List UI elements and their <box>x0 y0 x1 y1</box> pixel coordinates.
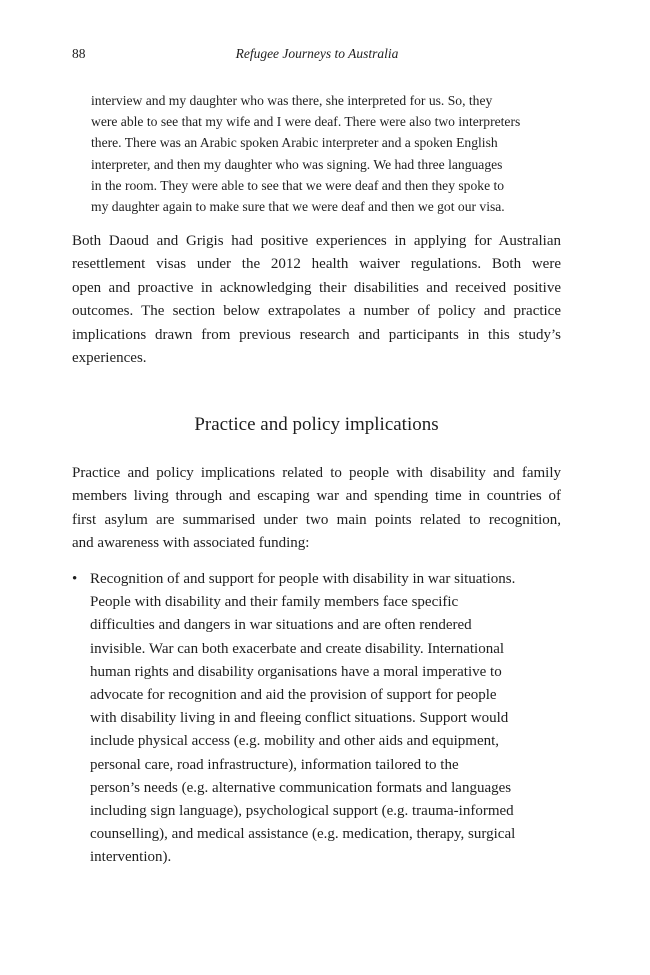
paragraph-line: members living through and escaping war and spending time in countries of <box>72 488 561 505</box>
bullet-line: advocate for recognition and aid the provision of support for people <box>90 687 497 704</box>
body-paragraph-2 <box>72 462 561 556</box>
bullet-line: People with disability and their family members face specific <box>90 594 459 611</box>
paragraph-line: outcomes. The section below extrapolates a number of policy and practice <box>72 303 561 320</box>
paragraph-line: Practice and policy implications related to people with disability and family <box>72 465 561 481</box>
bullet-line: difficulties and dangers in war situations and are often rendered <box>90 617 472 634</box>
bullet-line: including sign language), psychological support (e.g. trauma-informed <box>90 803 514 820</box>
paragraph-line: experiences. <box>72 350 147 367</box>
bullet-line: counselling), and medical assistance (e.g. medication, therapy, surgical <box>90 826 516 843</box>
bullet-line: include physical access (e.g. mobility and other aids and equipment, <box>90 733 500 750</box>
paragraph-line: Both Daoud and Grigis had positive experiences in applying for Australian <box>72 233 561 249</box>
bullet-line: Recognition of and support for people with disability in war situations. <box>90 571 516 587</box>
page-header <box>72 46 562 66</box>
quote-line: my daughter again to make sure that we were deaf and then we got our visa. <box>91 199 505 215</box>
paragraph-line: and awareness with associated funding: <box>72 535 310 552</box>
bullet-line: with disability living in and fleeing conflict situations. Support would <box>90 710 509 727</box>
quote-line: in the room. They were able to see that we were deaf and then they spoke to <box>91 177 505 193</box>
paragraph-line: open and proactive in acknowledging their disabilities and received positive <box>72 279 561 296</box>
bullet-list <box>72 568 561 870</box>
bullet-line: invisible. War can both exacerbate and create disability. International <box>90 640 505 657</box>
bullet-line: intervention). <box>90 849 172 866</box>
section-heading: Practice and policy implications <box>194 414 439 435</box>
quote-line: interview and my daughter who was there, she interpreted for us. So, they <box>91 93 493 108</box>
page-number: 88 <box>72 46 86 61</box>
running-head: Refugee Journeys to Australia <box>235 46 399 61</box>
paragraph-line: implications drawn from previous research and participants in this study’s <box>72 326 561 343</box>
bullet-line: human rights and disability organisations have a moral imperative to <box>90 663 502 680</box>
bullet-icon: • <box>72 571 78 587</box>
paragraph-line: resettlement visas under the 2012 health waiver regulations. Both were <box>72 256 561 273</box>
quote-line: there. There was an Arabic spoken Arabic interpreter and a spoken English <box>91 135 498 151</box>
quote-line: interpreter, and then my daughter who was signing. We had three languages <box>91 156 503 172</box>
bullet-text <box>90 568 561 870</box>
bullet-line: personal care, road infrastructure), information tailored to the <box>90 756 459 773</box>
body-paragraph-1 <box>72 230 561 370</box>
bullet-line: person’s needs (e.g. alternative communication formats and languages <box>90 779 512 796</box>
quote-line: were able to see that my wife and I were deaf. There were also two interpreters <box>91 114 521 130</box>
list-item <box>72 568 561 870</box>
paragraph-line: first asylum are summarised under two main points related to recognition, <box>72 511 561 528</box>
block-quote <box>91 90 543 217</box>
